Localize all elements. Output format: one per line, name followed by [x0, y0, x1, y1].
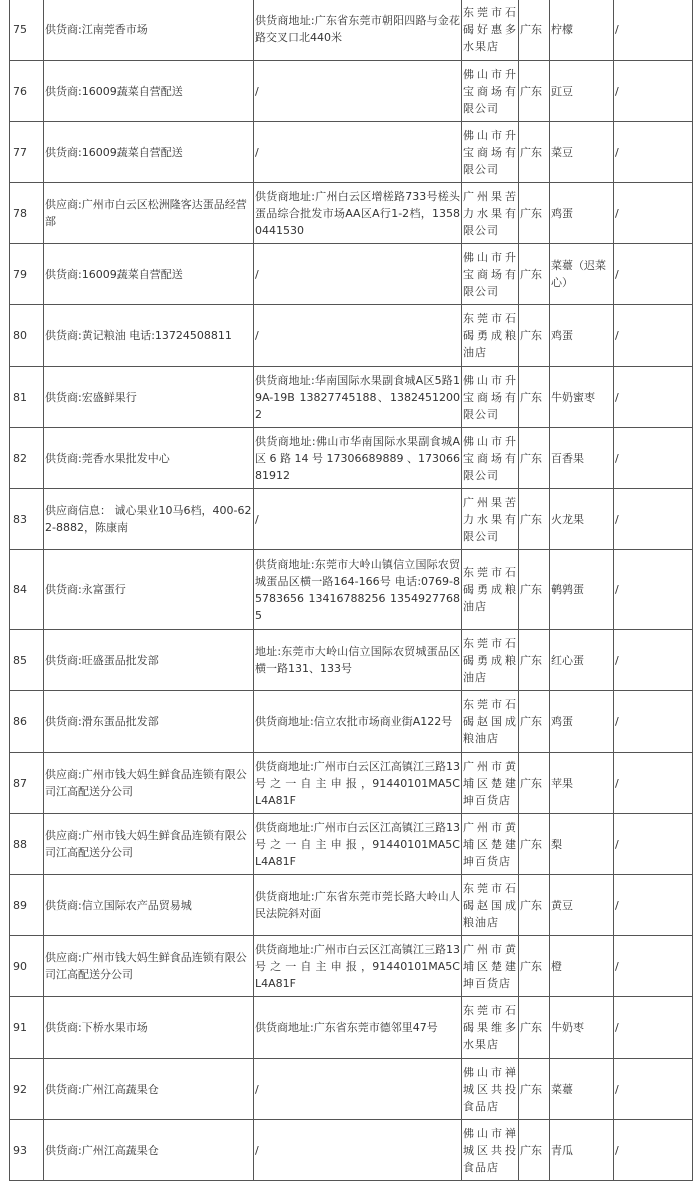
note-cell: /	[614, 691, 693, 753]
row-number: 85	[10, 630, 44, 691]
row-number: 89	[10, 875, 44, 936]
note-cell: /	[614, 936, 693, 997]
supplier-address-cell: 供货商地址:信立农批市场商业街A122号	[254, 691, 462, 753]
inspection-table	[9, 0, 693, 1181]
province-cell: 广东	[519, 122, 550, 183]
table-row	[10, 489, 693, 550]
note-cell: /	[614, 367, 693, 428]
product-cell: 鸡蛋	[550, 691, 614, 753]
supplier-address-cell: 供货商地址:广东省东莞市朝阳四路与金花路交叉口北440米	[254, 0, 462, 61]
sampled-unit-cell: 佛山市禅城区共投食品店	[462, 1120, 519, 1181]
supplier-address-cell: 供货商地址:广州市白云区江高镇江三路13号 之 一 自 主 申 报 ，91440101MA5CL4A81F	[254, 753, 462, 814]
table-row	[10, 753, 693, 814]
supplier-address-cell: /	[254, 1120, 462, 1181]
sampled-unit-cell: 佛山市禅城区共投食品店	[462, 1059, 519, 1120]
province-cell: 广东	[519, 0, 550, 61]
table-row	[10, 0, 693, 61]
supplier-cell: 供货商:江南莞香市场	[44, 0, 254, 61]
supplier-cell: 供货商:16009蔬菜自营配送	[44, 61, 254, 122]
sampled-unit-cell: 东莞市石碣赵国成粮油店	[462, 875, 519, 936]
supplier-cell: 供货商:16009蔬菜自营配送	[44, 244, 254, 305]
province-cell: 广东	[519, 691, 550, 753]
table-row	[10, 550, 693, 630]
province-cell: 广东	[519, 550, 550, 630]
table-row	[10, 875, 693, 936]
note-cell: /	[614, 122, 693, 183]
supplier-cell: 供应商:广州市钱大妈生鲜食品连锁有限公司江高配送分公司	[44, 814, 254, 875]
note-cell: /	[614, 1059, 693, 1120]
supplier-address-cell: /	[254, 244, 462, 305]
row-number: 88	[10, 814, 44, 875]
supplier-cell: 供货商:永富蛋行	[44, 550, 254, 630]
row-number: 91	[10, 997, 44, 1059]
table-row	[10, 183, 693, 244]
row-number: 92	[10, 1059, 44, 1120]
row-number: 82	[10, 428, 44, 489]
product-cell: 百香果	[550, 428, 614, 489]
note-cell: /	[614, 61, 693, 122]
note-cell: /	[614, 550, 693, 630]
province-cell: 广东	[519, 305, 550, 367]
table-row	[10, 1059, 693, 1120]
row-number: 86	[10, 691, 44, 753]
supplier-cell: 供货商:莞香水果批发中心	[44, 428, 254, 489]
row-number: 81	[10, 367, 44, 428]
note-cell: /	[614, 244, 693, 305]
province-cell: 广东	[519, 367, 550, 428]
table-row	[10, 936, 693, 997]
supplier-cell: 供应商:广州市钱大妈生鲜食品连锁有限公司江高配送分公司	[44, 936, 254, 997]
table-row	[10, 305, 693, 367]
sampled-unit-cell: 佛山市升宝商场有限公司	[462, 428, 519, 489]
table-row	[10, 691, 693, 753]
table-row	[10, 367, 693, 428]
supplier-cell: 供货商:宏盛鲜果行	[44, 367, 254, 428]
note-cell: /	[614, 0, 693, 61]
supplier-cell: 供货商:信立国际农产品贸易城	[44, 875, 254, 936]
note-cell: /	[614, 753, 693, 814]
supplier-cell: 供货商:下桥水果市场	[44, 997, 254, 1059]
supplier-address-cell: /	[254, 122, 462, 183]
supplier-cell: 供货商:旺盛蛋品批发部	[44, 630, 254, 691]
note-cell: /	[614, 875, 693, 936]
supplier-address-cell: 地址:东莞市大岭山信立国际农贸城蛋品区横一路131、133号	[254, 630, 462, 691]
product-cell: 菜薹	[550, 1059, 614, 1120]
sampled-unit-cell: 广州果苦力水果有限公司	[462, 489, 519, 550]
note-cell: /	[614, 305, 693, 367]
row-number: 87	[10, 753, 44, 814]
province-cell: 广东	[519, 814, 550, 875]
row-number: 84	[10, 550, 44, 630]
sampled-unit-cell: 广州果苦力水果有限公司	[462, 183, 519, 244]
province-cell: 广东	[519, 875, 550, 936]
sampled-unit-cell: 东莞市石碣赵国成粮油店	[462, 691, 519, 753]
sampled-unit-cell: 东莞市石碣勇成粮油店	[462, 305, 519, 367]
sampled-unit-cell: 佛山市升宝商场有限公司	[462, 367, 519, 428]
sampled-unit-cell: 佛山市升宝商场有限公司	[462, 244, 519, 305]
supplier-address-cell: 供货商地址:广东省东莞市德邻里47号	[254, 997, 462, 1059]
sampled-unit-cell: 东莞市石碣好惠多水果店	[462, 0, 519, 61]
product-cell: 梨	[550, 814, 614, 875]
province-cell: 广东	[519, 1059, 550, 1120]
row-number: 75	[10, 0, 44, 61]
product-cell: 菜豆	[550, 122, 614, 183]
sampled-unit-cell: 广州市黄埔区楚建坤百货店	[462, 753, 519, 814]
product-cell: 苹果	[550, 753, 614, 814]
product-cell: 红心蛋	[550, 630, 614, 691]
supplier-cell: 供应商:广州市钱大妈生鲜食品连锁有限公司江高配送分公司	[44, 753, 254, 814]
province-cell: 广东	[519, 183, 550, 244]
province-cell: 广东	[519, 997, 550, 1059]
product-cell: 柠檬	[550, 0, 614, 61]
sampled-unit-cell: 广州市黄埔区楚建坤百货店	[462, 814, 519, 875]
product-cell: 橙	[550, 936, 614, 997]
supplier-cell: 供货商:滑东蛋品批发部	[44, 691, 254, 753]
table-row	[10, 814, 693, 875]
supplier-address-cell: 供货商地址:佛山市华南国际水果副食城A区 6 路 14 号 17306689889 、17306681912	[254, 428, 462, 489]
supplier-cell: 供货商:广州江高蔬果仓	[44, 1120, 254, 1181]
row-number: 80	[10, 305, 44, 367]
product-cell: 黄豆	[550, 875, 614, 936]
row-number: 76	[10, 61, 44, 122]
province-cell: 广东	[519, 61, 550, 122]
product-cell: 牛奶枣	[550, 997, 614, 1059]
province-cell: 广东	[519, 1120, 550, 1181]
supplier-address-cell: 供货商地址:广州市白云区江高镇江三路13号 之 一 自 主 申 报 ，91440101MA5CL4A81F	[254, 814, 462, 875]
product-cell: 鸡蛋	[550, 183, 614, 244]
supplier-cell: 供货商:16009蔬菜自营配送	[44, 122, 254, 183]
note-cell: /	[614, 1120, 693, 1181]
row-number: 93	[10, 1120, 44, 1181]
province-cell: 广东	[519, 630, 550, 691]
row-number: 79	[10, 244, 44, 305]
province-cell: 广东	[519, 244, 550, 305]
sampled-unit-cell: 佛山市升宝商场有限公司	[462, 122, 519, 183]
sampled-unit-cell: 东莞市石碣勇成粮油店	[462, 630, 519, 691]
product-cell: 鸡蛋	[550, 305, 614, 367]
supplier-cell: 供货商:黄记粮油 电话:13724508811	[44, 305, 254, 367]
note-cell: /	[614, 997, 693, 1059]
table-row	[10, 244, 693, 305]
province-cell: 广东	[519, 428, 550, 489]
province-cell: 广东	[519, 936, 550, 997]
supplier-address-cell: 供货商地址:广州市白云区江高镇江三路13号 之 一 自 主 申 报 ，91440101MA5CL4A81F	[254, 936, 462, 997]
product-cell: 豇豆	[550, 61, 614, 122]
table-row	[10, 428, 693, 489]
supplier-address-cell: 供货商地址:广东省东莞市莞长路大岭山人民法院斜对面	[254, 875, 462, 936]
province-cell: 广东	[519, 753, 550, 814]
product-cell: 火龙果	[550, 489, 614, 550]
sampled-unit-cell: 佛山市升宝商场有限公司	[462, 61, 519, 122]
row-number: 78	[10, 183, 44, 244]
table-row	[10, 630, 693, 691]
supplier-address-cell: /	[254, 489, 462, 550]
table-row	[10, 122, 693, 183]
table-row	[10, 997, 693, 1059]
province-cell: 广东	[519, 489, 550, 550]
note-cell: /	[614, 814, 693, 875]
note-cell: /	[614, 183, 693, 244]
supplier-address-cell: /	[254, 61, 462, 122]
product-cell: 鹌鹑蛋	[550, 550, 614, 630]
supplier-address-cell: 供货商地址:东莞市大岭山镇信立国际农贸城蛋品区横一路164-166号 电话:0769-85783656 13416788256 13549277685	[254, 550, 462, 630]
product-cell: 菜薹（迟菜心）	[550, 244, 614, 305]
sampled-unit-cell: 东莞市石碣勇成粮油店	[462, 550, 519, 630]
supplier-address-cell: /	[254, 1059, 462, 1120]
sampled-unit-cell: 广州市黄埔区楚建坤百货店	[462, 936, 519, 997]
sampled-unit-cell: 东莞市石碣果维多水果店	[462, 997, 519, 1059]
row-number: 77	[10, 122, 44, 183]
supplier-cell: 供货商:广州江高蔬果仓	[44, 1059, 254, 1120]
row-number: 90	[10, 936, 44, 997]
product-cell: 青瓜	[550, 1120, 614, 1181]
supplier-cell: 供应商信息： 诚心果业10马6档，400-622-8882，陈康南	[44, 489, 254, 550]
note-cell: /	[614, 630, 693, 691]
supplier-address-cell: 供货商地址:广州白云区增槎路733号槎头蛋品综合批发市场AA区A行1-2档，13580441530	[254, 183, 462, 244]
note-cell: /	[614, 489, 693, 550]
supplier-cell: 供应商:广州市白云区松洲隆客达蛋品经营部	[44, 183, 254, 244]
supplier-address-cell: /	[254, 305, 462, 367]
table-row	[10, 61, 693, 122]
row-number: 83	[10, 489, 44, 550]
product-cell: 牛奶蜜枣	[550, 367, 614, 428]
table-row	[10, 1120, 693, 1181]
supplier-address-cell: 供货商地址:华南国际水果副食城A区5路19A-19B 13827745188、13824512002	[254, 367, 462, 428]
note-cell: /	[614, 428, 693, 489]
